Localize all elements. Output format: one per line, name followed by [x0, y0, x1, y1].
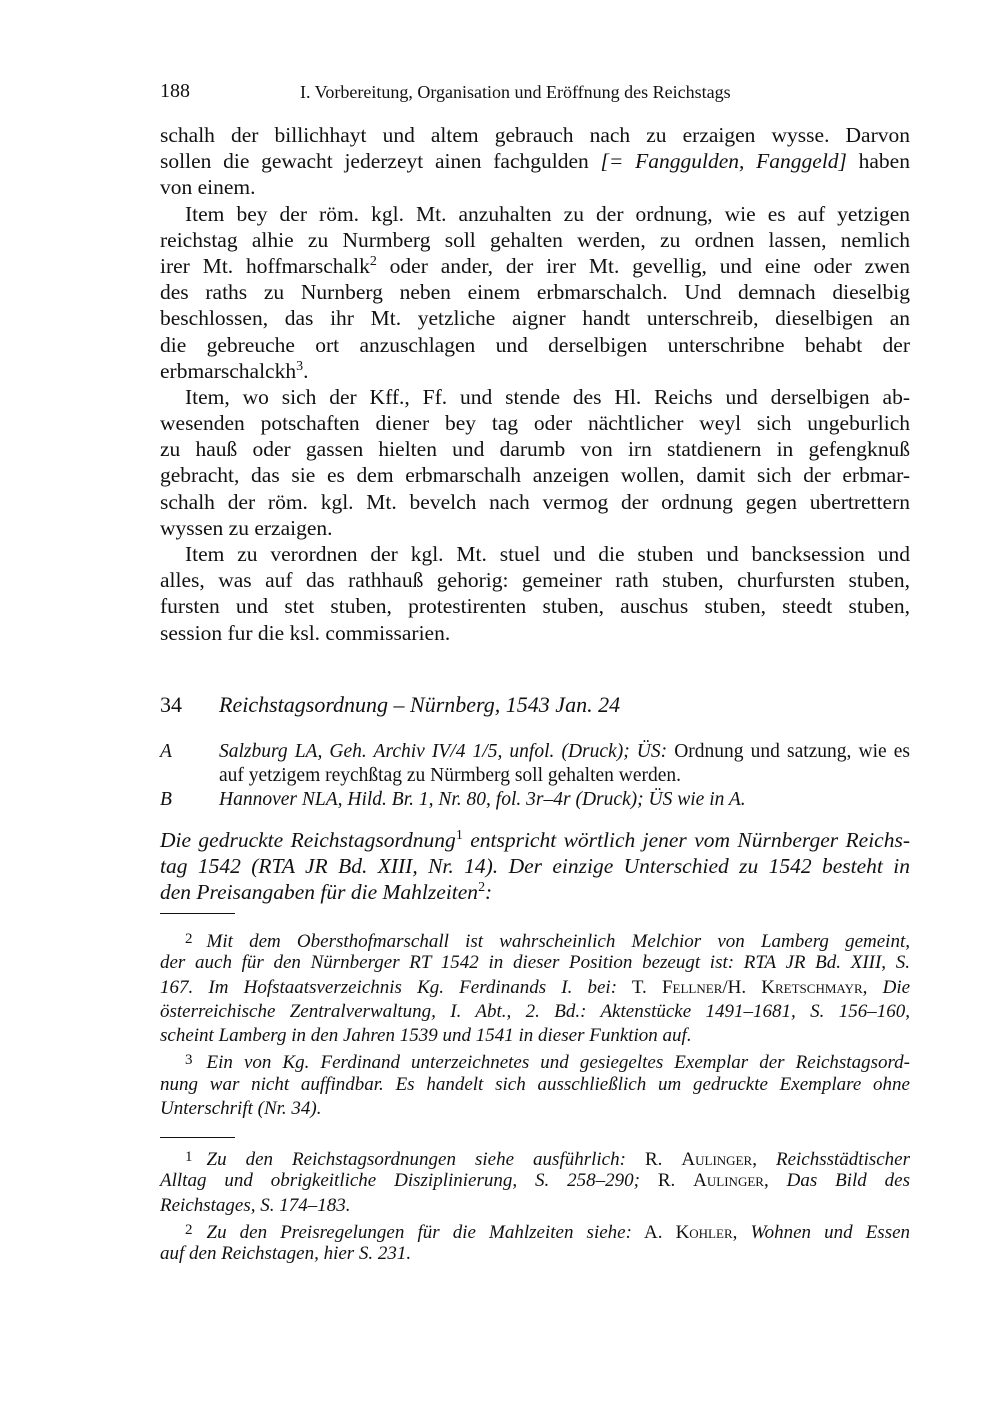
text-line [160, 879, 910, 905]
text-run: österreichische Zentralverwaltung, I. Abt., 2. Bd.: Aktenstücke 1491–1681, S. 156–160, [160, 1000, 910, 1022]
text-run: Unterschrift (Nr. 34). [160, 1098, 322, 1120]
footnote-marker: 2 [369, 253, 377, 269]
text-run: Fellner [661, 976, 723, 998]
text-line [160, 436, 910, 462]
text-run: zu hauß oder gassen hielten und darumb von irn statdienern in gefengknuß [160, 437, 910, 462]
text-run: R. [639, 1170, 694, 1192]
source-a [160, 740, 910, 787]
source-b [160, 788, 910, 812]
text-line [160, 567, 910, 593]
footnote-marker: 1 [455, 827, 463, 843]
text-run: gebracht, das sie es dem erbmarschalh anzeigen wollen, damit sich der erbmar- [160, 463, 910, 488]
text-run: erbmarschalckh [160, 358, 297, 383]
text-line [160, 1218, 910, 1242]
text-run: Reichstages, S. 174–183. [160, 1194, 351, 1216]
text-run: schalh der röm. kgl. Mt. bevelch nach vermog der ordnung gegen ubertrettern [160, 489, 910, 514]
text-line [160, 593, 910, 619]
text-line [160, 1073, 910, 1097]
text-run: : [485, 880, 493, 905]
text-line [160, 1024, 910, 1048]
text-run: Die gedruckte Reichstagsordnung [160, 828, 456, 852]
footnote-marker: 3 [185, 1052, 193, 1069]
text-line [160, 515, 910, 541]
text-run: Aulinger [693, 1170, 764, 1192]
text-run: , [752, 1149, 776, 1170]
text-line [160, 541, 910, 567]
intro-text [160, 827, 910, 906]
text-line [160, 1194, 910, 1218]
text-run: beschlossen, das ihr Mt. yetzliche aigner handt unterschreib, dieselbigen an [160, 306, 910, 331]
text-line [160, 1000, 910, 1024]
text-run: auf den Reichstagen, hier S. 231. [160, 1243, 412, 1265]
text-run: des raths zu Nurnberg neben einem erbmarschalch. Und demnach dieselbig [160, 280, 910, 305]
text-line [160, 201, 910, 227]
text-run: Hannover NLA, Hild. Br. 1, Nr. 80, fol. 3r–4r (Druck); ÜS wie in A. [219, 789, 746, 810]
text-run: . [303, 358, 309, 383]
text-run: schalh der billichhayt und altem gebrauch nach zu erzaigen wysse. Darvon [160, 123, 910, 147]
text-line [160, 620, 910, 646]
footnote-marker: 2 [478, 880, 486, 896]
text-run: scheint Lamberg in den Jahren 1539 und 1541 in dieser Funktion auf. [160, 1025, 692, 1047]
text-run: [= Fanggulden, Fanggeld] [600, 149, 847, 174]
text-line [160, 1145, 910, 1169]
text-run: entspricht wörtlich jener vom Nürnberger Reichs- [462, 828, 910, 852]
text-line [160, 122, 910, 148]
text-run: von einem. [160, 175, 256, 200]
text-run: , [763, 1170, 787, 1192]
text-run: Kohler [675, 1221, 733, 1243]
text-line [160, 853, 910, 879]
text-run: nung war nicht auffindbar. Es handelt sich ausschließlich um gedruckte Exemplare ohne [160, 1073, 910, 1095]
text-line [160, 305, 910, 331]
text-run: tag 1542 (RTA JR Bd. XIII, Nr. 14). Der einzige Unterschied zu 1542 besteht in [160, 854, 910, 879]
text-run: T. [617, 976, 662, 998]
text-run: , [732, 1221, 751, 1243]
footnote-marker: 1 [185, 1149, 193, 1165]
text-run: , [862, 976, 883, 998]
text-run: wyssen zu erzaigen. [160, 515, 333, 540]
page-number: 188 [160, 80, 190, 102]
text-line [160, 279, 910, 305]
text-run: Ein von Kg. Ferdinand unterzeichnetes und gesiegeltes Exemplar der Reichstagsord- [206, 1052, 910, 1074]
text-run: 167. Im Hofstaatsverzeichnis Kg. Ferdinands I. bei: [160, 976, 618, 998]
text-line [160, 951, 910, 975]
text-run: sollen die gewacht jederzeyt ainen fachgulden [160, 149, 601, 174]
document-heading [160, 692, 620, 718]
footnote-marker: 2 [185, 1221, 193, 1238]
text-run: den Preisangaben für die Mahlzeiten [160, 880, 479, 905]
text-run: Mit dem Obersthofmarschall ist wahrscheinlich Melchior von Lamberg gemeint, [206, 931, 910, 952]
text-line [160, 384, 910, 410]
body-text [160, 122, 910, 646]
text-run: Reichsstädtischer [775, 1149, 910, 1170]
running-title: I. Vorbereitung, Organisation und Eröffnung des Reichstags [300, 82, 731, 102]
text-run: R. [625, 1149, 682, 1170]
text-run: Item zu verordnen der kgl. Mt. stuel und die stuben und bancksession und [185, 542, 910, 566]
text-line [160, 1097, 910, 1121]
text-line [160, 174, 910, 200]
text-run: Item bey der röm. kgl. Mt. anzuhalten zu der ordnung, wie es auf yetzigen [185, 201, 910, 226]
text-run: wesenden potschaften diener bey tag oder nächtlicher weyl sich ungeburlich [160, 411, 910, 436]
text-line [160, 332, 910, 358]
text-run: Das Bild des [786, 1170, 910, 1192]
text-run: Ordnung und satzung, wie es auf yetzigem reychßtag zu Nürmberg soll gehalten werden. [219, 741, 910, 786]
text-run: Salzburg LA, Geh. Archiv IV/4 1/5, unfol. (Druck); ÜS: [219, 741, 668, 762]
source-label: B [160, 789, 172, 810]
text-line [160, 462, 910, 488]
text-run: Wohnen und Essen [750, 1221, 911, 1243]
text-line [160, 927, 910, 951]
text-run: Kretschmayr [761, 976, 863, 998]
text-line [160, 976, 910, 1000]
text-run: Zu den Preisregelungen für die Mahlzeiten siehe: [206, 1221, 632, 1243]
text-run: Zu den Reichstagsordnungen siehe ausführlich: [206, 1149, 626, 1170]
text-run: Aulinger [681, 1149, 753, 1170]
footnotes-commentary [160, 1145, 910, 1266]
source-text [219, 788, 910, 812]
text-line [160, 1242, 910, 1266]
text-line [160, 489, 910, 515]
text-line [160, 410, 910, 436]
document-number: 34 [160, 692, 182, 717]
document-title: Reichstagsordnung – Nürnberg, 1543 Jan. 24 [219, 692, 621, 717]
text-run: alles, was auf das rathhauß gehorig: gemeiner rath stuben, churfursten stuben, [160, 568, 910, 593]
text-run: reichstag alhie zu Nurmberg soll gehalten werden, zu ordnen lassen, nemlich [160, 227, 910, 252]
text-line [160, 1048, 910, 1072]
footnote-marker: 2 [185, 931, 193, 947]
text-run: session fur die ksl. commissarien. [160, 620, 451, 645]
text-run: /H. [722, 976, 762, 998]
footnote-marker: 3 [296, 358, 304, 374]
text-line [160, 148, 910, 174]
footnotes-text-apparatus [160, 927, 910, 1121]
text-run: oder ander, der irer Mt. gevellig, und eine oder zwen [376, 253, 910, 278]
text-run: Alltag und obrigkeitliche Disziplinierung, S. 258–290; [160, 1170, 640, 1192]
text-run: irer Mt. hoffmarschalk [160, 253, 370, 278]
text-line [160, 1169, 910, 1193]
text-line [160, 358, 910, 384]
footnote-divider [160, 1137, 235, 1138]
text-run: haben [846, 149, 910, 174]
text-line [160, 227, 910, 253]
text-line [160, 253, 910, 279]
text-run: die gebreuche ort anzuschlagen und derselbigen unterschribne behabt der [160, 332, 910, 357]
text-line [160, 827, 910, 853]
source-text [219, 740, 910, 787]
source-label: A [160, 741, 172, 762]
footnote-divider [160, 913, 235, 914]
text-run: Item, wo sich der Kff., Ff. und stende des Hl. Reichs und derselbigen ab- [185, 384, 910, 409]
text-run: A. [631, 1221, 676, 1243]
text-run: fursten und stet stuben, protestirenten stuben, auschus stuben, steedt stuben, [160, 594, 910, 619]
text-run: Die [882, 976, 911, 998]
text-run: der auch für den Nürnberger RT 1542 in dieser Position bezeugt ist: RTA JR Bd. XIII, S. [160, 952, 910, 974]
